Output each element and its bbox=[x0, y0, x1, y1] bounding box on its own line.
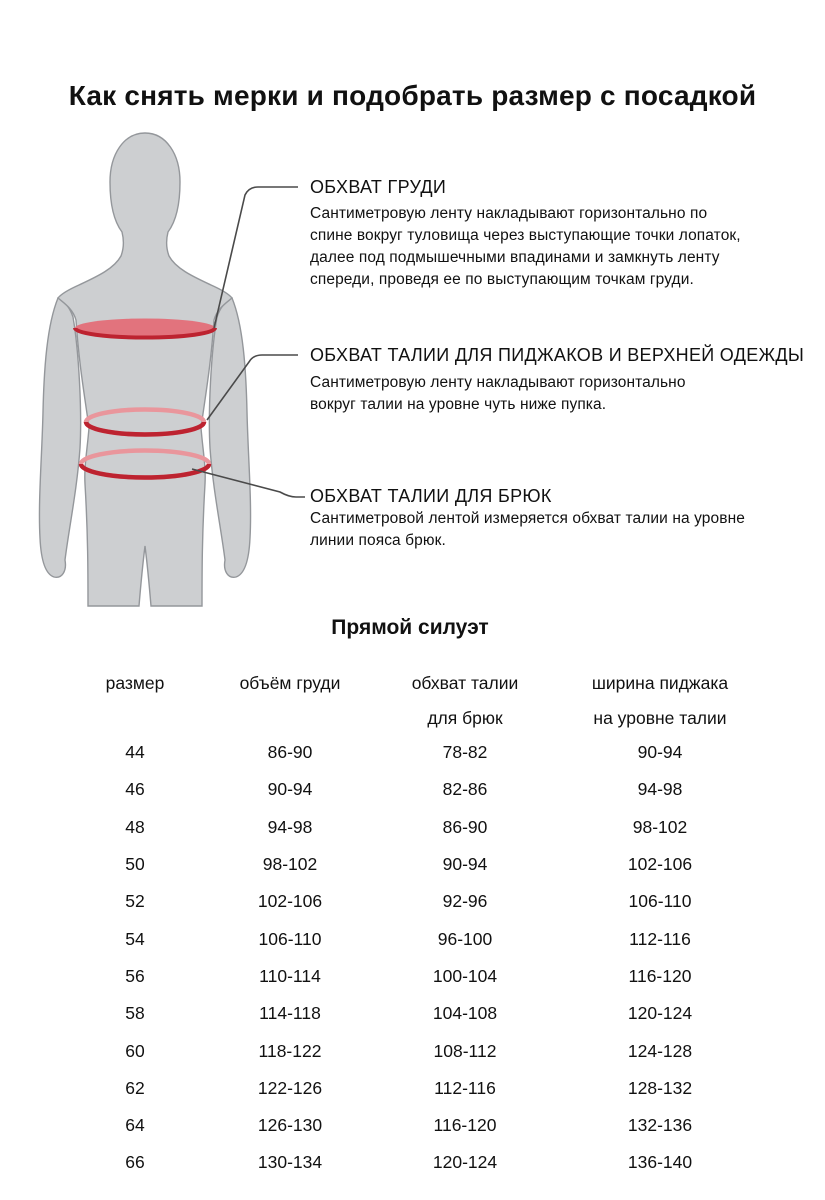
cell-chest: 110-114 bbox=[259, 965, 321, 986]
cell-size: 48 bbox=[125, 816, 145, 837]
cell-waist: 116-120 bbox=[433, 1115, 497, 1136]
col-header-jacket-line2: на уровне талии bbox=[593, 708, 727, 728]
section-heading-waist-trousers: ОБХВАТ ТАЛИИ ДЛЯ БРЮК bbox=[310, 486, 552, 506]
cell-jacket: 102-106 bbox=[627, 854, 693, 875]
cell-chest: 94-98 bbox=[267, 816, 313, 837]
cell-waist: 104-108 bbox=[432, 1003, 498, 1024]
cell-size: 52 bbox=[125, 891, 145, 912]
cell-jacket: 136-140 bbox=[627, 1152, 693, 1173]
cell-size: 66 bbox=[125, 1152, 145, 1173]
cell-size: 58 bbox=[125, 1003, 145, 1024]
cell-jacket: 116-120 bbox=[628, 965, 692, 986]
cell-size: 56 bbox=[125, 965, 145, 986]
cell-chest: 98-102 bbox=[262, 854, 318, 875]
cell-chest: 122-126 bbox=[257, 1077, 323, 1098]
cell-waist: 96-100 bbox=[437, 928, 493, 949]
cell-waist: 86-90 bbox=[442, 816, 488, 837]
col-header-chest-line2 bbox=[210, 701, 370, 736]
silhouette-body bbox=[58, 133, 232, 606]
cell-size: 44 bbox=[125, 742, 145, 763]
col-header-chest: объём груди bbox=[239, 673, 341, 693]
page-title: Как снять мерки и подобрать размер с посадкой bbox=[68, 80, 757, 111]
col-header-jacket: ширина пиджака bbox=[591, 673, 729, 693]
silhouette-left-arm bbox=[39, 298, 80, 577]
cell-size: 46 bbox=[125, 779, 145, 800]
cell-chest: 106-110 bbox=[258, 928, 322, 949]
cell-jacket: 120-124 bbox=[627, 1003, 693, 1024]
cell-chest: 90-94 bbox=[267, 779, 313, 800]
col-header-size: размер bbox=[105, 673, 165, 693]
col-header-size-line2 bbox=[60, 701, 210, 736]
cell-jacket: 90-94 bbox=[637, 742, 683, 763]
cell-size: 50 bbox=[125, 854, 145, 875]
cell-waist: 78-82 bbox=[442, 742, 488, 763]
cell-size: 54 bbox=[125, 928, 145, 949]
cell-jacket: 94-98 bbox=[637, 779, 683, 800]
cell-waist: 112-116 bbox=[434, 1077, 496, 1098]
col-header-waist-line2: для брюк bbox=[427, 708, 503, 728]
silhouette-right-arm bbox=[209, 298, 250, 577]
cell-jacket: 106-110 bbox=[628, 891, 692, 912]
cell-chest: 114-118 bbox=[259, 1003, 321, 1024]
size-table bbox=[60, 612, 760, 1200]
section-heading-waist-jackets: ОБХВАТ ТАЛИИ ДЛЯ ПИДЖАКОВ И ВЕРХНЕЙ ОДЕЖДЫ bbox=[310, 345, 805, 365]
cell-jacket: 132-136 bbox=[627, 1115, 693, 1136]
cell-chest: 102-106 bbox=[257, 891, 323, 912]
cell-size: 60 bbox=[125, 1040, 145, 1061]
cell-waist: 82-86 bbox=[442, 779, 488, 800]
chest-band bbox=[75, 319, 215, 338]
cell-chest: 86-90 bbox=[267, 742, 313, 763]
section-body-chest: Сантиметровую ленту накладывают горизонтально по спине вокруг туловища через выступающие точки лопаток, далее под подмышечными впадинами и замкнуть ленту спереди, проведя ее по выступающим точкам груди. bbox=[310, 205, 741, 288]
cell-jacket: 128-132 bbox=[627, 1077, 693, 1098]
cell-chest: 118-122 bbox=[258, 1040, 322, 1061]
cell-jacket: 98-102 bbox=[632, 816, 688, 837]
cell-jacket: 112-116 bbox=[629, 928, 691, 949]
cell-waist: 90-94 bbox=[442, 854, 488, 875]
cell-size: 62 bbox=[125, 1077, 145, 1098]
table-rows bbox=[60, 734, 760, 1182]
cell-chest: 130-134 bbox=[257, 1152, 323, 1173]
cell-size: 64 bbox=[125, 1115, 145, 1136]
section-body-waist-trousers: Сантиметровой лентой измеряется обхват талии на уровне линии пояса брюк. bbox=[310, 510, 745, 549]
cell-jacket: 124-128 bbox=[627, 1040, 693, 1061]
cell-waist: 108-112 bbox=[433, 1040, 497, 1061]
cell-waist: 92-96 bbox=[442, 891, 488, 912]
cell-waist: 120-124 bbox=[432, 1152, 498, 1173]
table-title: Прямой силуэт bbox=[331, 616, 489, 639]
section-body-waist-jackets: Сантиметровую ленту накладывают горизонтально вокруг талии на уровне чуть ниже пупка. bbox=[310, 374, 686, 413]
cell-waist: 100-104 bbox=[432, 965, 498, 986]
col-header-waist: обхват талии bbox=[411, 673, 519, 693]
section-heading-chest: ОБХВАТ ГРУДИ bbox=[310, 177, 447, 197]
table-header bbox=[60, 666, 760, 736]
cell-chest: 126-130 bbox=[257, 1115, 323, 1136]
